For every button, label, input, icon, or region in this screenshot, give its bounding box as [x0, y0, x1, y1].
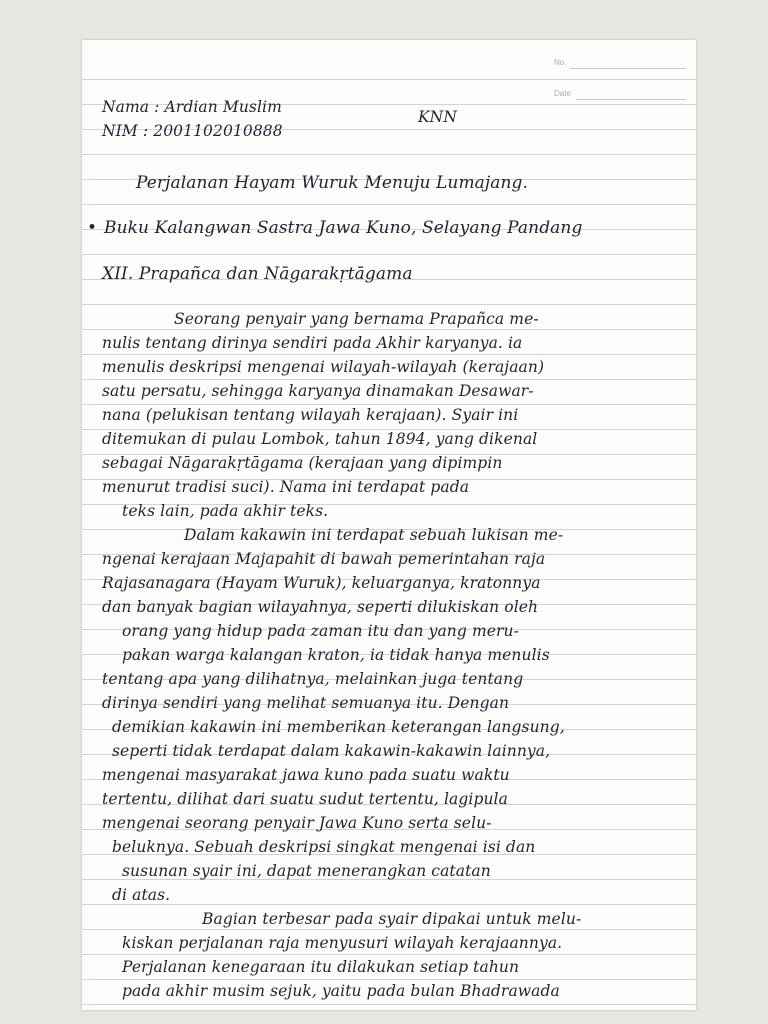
- body-line: kiskan perjalanan raja menyusuri wilayah kerajaannya.: [122, 934, 563, 952]
- body-line: Rajasanagara (Hayam Wuruk), keluarganya, kratonnya: [102, 574, 541, 592]
- student-nim: NIM : 2001102010888: [102, 122, 283, 140]
- chapter-heading: XII. Prapañca dan Nāgarakṛtāgama: [102, 264, 413, 284]
- body-line: beluknya. Sebuah deskripsi singkat mengenai isi dan: [112, 838, 536, 856]
- body-line: orang yang hidup pada zaman itu dan yang meru-: [122, 622, 519, 640]
- body-line: tertentu, dilihat dari suatu sudut tertentu, lagipula: [102, 790, 508, 808]
- source-bullet: •: [87, 218, 98, 238]
- no-label: No.: [554, 58, 567, 67]
- body-line: pakan warga kalangan kraton, ia tidak hanya menulis: [122, 646, 550, 664]
- body-line: di atas.: [112, 886, 171, 904]
- body-line: pada akhir musim sejuk, yaitu pada bulan Bhadrawada: [122, 982, 560, 1000]
- body-line: Seorang penyair yang bernama Prapañca me-: [174, 310, 539, 328]
- body-line: sebagai Nāgarakṛtāgama (kerajaan yang dipimpin: [102, 454, 503, 472]
- body-line: ditemukan di pulau Lombok, tahun 1894, yang dikenal: [102, 430, 538, 448]
- body-line: susunan syair ini, dapat menerangkan catatan: [122, 862, 491, 880]
- body-line: satu persatu, sehingga karyanya dinamakan Desawar-: [102, 382, 534, 400]
- body-line: tentang apa yang dilihatnya, melainkan juga tentang: [102, 670, 524, 688]
- body-line: menurut tradisi suci). Nama ini terdapat pada: [102, 478, 470, 496]
- date-line: [576, 99, 686, 100]
- notebook-page: [82, 40, 696, 1010]
- body-line: nulis tentang dirinya sendiri pada Akhir karyanya. ia: [102, 334, 523, 352]
- no-line: [570, 68, 686, 69]
- body-line: Dalam kakawin ini terdapat sebuah lukisan me-: [184, 526, 564, 544]
- body-line: ngenai kerajaan Majapahit di bawah pemerintahan raja: [102, 550, 546, 568]
- student-name: Nama : Ardian Muslim: [102, 98, 282, 116]
- body-line: Bagian terbesar pada syair dipakai untuk melu-: [202, 910, 582, 928]
- body-line: mengenai masyarakat jawa kuno pada suatu waktu: [102, 766, 510, 784]
- body-line: Perjalanan kenegaraan itu dilakukan setiap tahun: [122, 958, 520, 976]
- body-line: mengenai seorang penyair Jawa Kuno serta selu-: [102, 814, 492, 832]
- date-label: Date: [554, 89, 571, 98]
- body-line: seperti tidak terdapat dalam kakawin-kakawin lainnya,: [112, 742, 551, 760]
- body-line: dan banyak bagian wilayahnya, seperti dilukiskan oleh: [102, 598, 539, 616]
- class-code: KNN: [418, 108, 458, 126]
- body-line: dirinya sendiri yang melihat semuanya itu. Dengan: [102, 694, 510, 712]
- body-line: nana (pelukisan tentang wilayah kerajaan). Syair ini: [102, 406, 519, 424]
- body-line: menulis deskripsi mengenai wilayah-wilayah (kerajaan): [102, 358, 545, 376]
- body-line: teks lain, pada akhir teks.: [122, 502, 329, 520]
- source-reference: Buku Kalangwan Sastra Jawa Kuno, Selayang Pandang: [104, 218, 583, 238]
- body-line: demikian kakawin ini memberikan keterangan langsung,: [112, 718, 565, 736]
- essay-title: Perjalanan Hayam Wuruk Menuju Lumajang.: [136, 173, 529, 193]
